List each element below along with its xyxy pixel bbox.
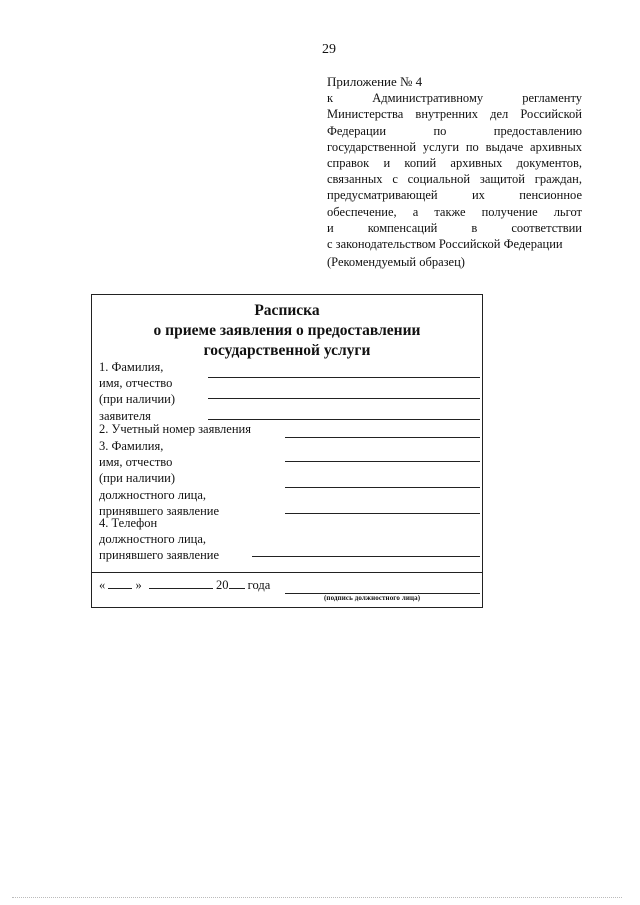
receipt-title-line: государственной услуги [203,342,371,359]
appendix-line: с законодательством Российской Федерации [327,237,563,252]
page-number: 29 [322,42,336,57]
day-field[interactable] [108,577,132,589]
official-name-line-3[interactable] [285,513,480,514]
label-line: принявшего заявление [99,503,220,518]
year-prefix: 20 [216,578,229,592]
appendix-line: государственной услуги по выдаче архивных [327,139,582,154]
section-divider [92,572,482,573]
signature-caption: (подпись должностного лица) [324,594,421,602]
year-suffix: года [247,578,271,592]
official-phone-label [99,515,219,564]
official-name-label [99,438,219,519]
label-line: (при наличии) [99,471,176,486]
label-line: 1. Фамилия, [99,360,164,374]
official-name-line-2[interactable] [285,487,480,488]
sample-note: (Рекомендуемый образец) [327,255,465,269]
label-line: имя, отчество [99,376,173,391]
appendix-heading: Приложение № 4 [327,74,423,89]
month-field[interactable] [149,577,213,589]
label-line: 3. Фамилия, [99,439,164,453]
appendix-line: и компенсаций в соответствии [327,220,582,235]
appendix-line: обеспечение, а также получение льгот [327,204,582,219]
label-line: должностного лица, [99,487,207,502]
date-close-quote: » [135,578,142,592]
receipt-form [91,294,483,608]
label-line: 2. Учетный номер заявления [99,422,251,436]
label-line: должностного лица, [99,532,207,547]
applicant-name-line-1[interactable] [208,377,480,378]
official-name-line-1[interactable] [285,461,480,462]
appendix-line: Министерства внутренних дел Российской [327,107,582,122]
official-phone-line[interactable] [252,556,480,557]
application-number-label [99,421,251,437]
applicant-name-line-3[interactable] [208,419,480,420]
appendix-line: Федерации по предоставлению [327,123,582,138]
year-field[interactable] [229,577,245,589]
applicant-name-label [99,359,175,424]
receipt-title [92,301,482,361]
application-number-line[interactable] [285,437,480,438]
date-row [99,577,270,593]
label-line: имя, отчество [99,455,173,470]
applicant-name-line-2[interactable] [208,398,480,399]
label-line: 4. Телефон [99,516,158,530]
appendix-line: к Административному регламенту [327,91,582,106]
date-open-quote: « [99,578,106,592]
appendix-line: связанных с социальной защитой граждан, [327,172,582,187]
label-line: (при наличии) [99,392,176,407]
receipt-title-line: о приеме заявления о предоставлении [153,322,421,339]
appendix-line: справок и копий архивных документов, [327,156,582,171]
page-bottom-rule [12,897,622,898]
label-line: заявителя [99,408,151,423]
receipt-title-line: Расписка [254,302,320,319]
appendix-header [327,74,582,252]
appendix-line: предусматривающей их пенсионное [327,188,582,203]
label-line: принявшего заявление [99,548,220,563]
